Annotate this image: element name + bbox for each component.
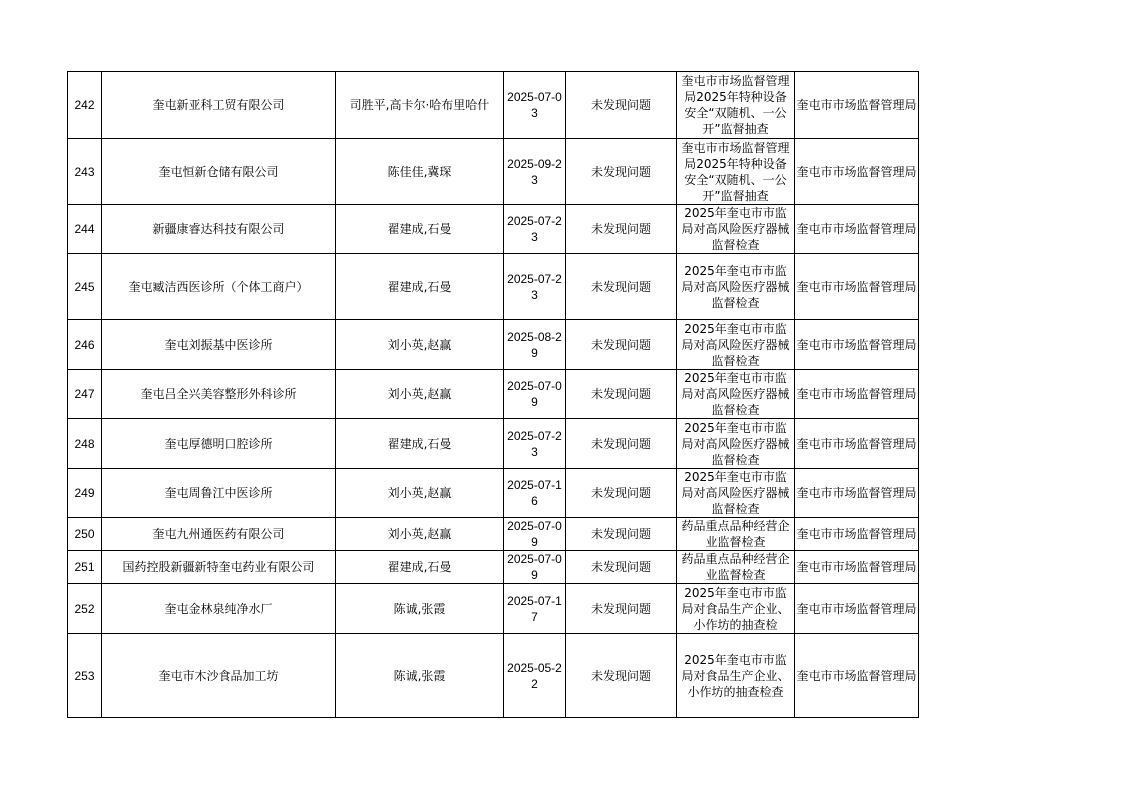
org-text: 奎屯市市场监督管理局 — [796, 560, 917, 574]
inspection-date — [504, 72, 566, 139]
date-text: 2025-05-22 — [507, 660, 562, 691]
entity-name: 奎屯市木沙食品加工坊 — [102, 634, 336, 718]
inspection-date — [504, 370, 566, 419]
table-row — [68, 469, 919, 518]
inspection-result: 未发现问题 — [566, 72, 677, 139]
table-row — [68, 205, 919, 254]
date-text: 2025-07-09 — [507, 519, 562, 549]
content-text: 药品重点品种经营企业监督检查 — [681, 552, 790, 582]
row-number: 246 — [68, 320, 102, 370]
inspection-date — [504, 634, 566, 718]
inspectors: 刘小英,赵赢 — [336, 320, 504, 370]
org-text: 奎屯市市场监督管理局 — [796, 164, 917, 179]
inspection-date — [504, 518, 566, 551]
inspection-date — [504, 419, 566, 469]
inspecting-authority — [795, 370, 919, 419]
date-text: 2025-07-03 — [507, 90, 562, 120]
entity-name: 奎屯恒新仓储有限公司 — [102, 139, 336, 205]
inspection-result: 未发现问题 — [566, 551, 677, 584]
table-row — [68, 518, 919, 551]
inspectors: 刘小英,赵赢 — [336, 518, 504, 551]
content-text: 2025年奎屯市市监局对高风险医疗器械监督检查 — [681, 371, 790, 417]
inspectors: 翟建成,石曼 — [336, 551, 504, 584]
inspection-date — [504, 320, 566, 370]
inspectors: 陈佳佳,冀琛 — [336, 139, 504, 205]
row-number: 248 — [68, 419, 102, 469]
date-text: 2025-08-29 — [507, 329, 562, 360]
org-text: 奎屯市市场监督管理局 — [796, 98, 917, 112]
inspection-content — [677, 419, 795, 469]
org-text: 奎屯市市场监督管理局 — [796, 668, 917, 683]
table-row — [68, 551, 919, 584]
inspection-result: 未发现问题 — [566, 419, 677, 469]
content-text: 2025年奎屯市市监局对高风险医疗器械监督检查 — [681, 206, 790, 252]
row-number: 247 — [68, 370, 102, 419]
inspection-result: 未发现问题 — [566, 254, 677, 320]
inspecting-authority — [795, 72, 919, 139]
table-row — [68, 139, 919, 205]
org-text: 奎屯市市场监督管理局 — [796, 436, 917, 451]
inspection-result: 未发现问题 — [566, 469, 677, 518]
inspecting-authority — [795, 469, 919, 518]
date-text: 2025-07-09 — [507, 552, 562, 582]
inspection-date — [504, 139, 566, 205]
entity-name: 奎屯金林泉纯净水厂 — [102, 584, 336, 634]
inspection-result: 未发现问题 — [566, 205, 677, 254]
inspection-result: 未发现问题 — [566, 584, 677, 634]
inspection-date — [504, 469, 566, 518]
inspecting-authority — [795, 518, 919, 551]
org-text: 奎屯市市场监督管理局 — [796, 601, 917, 616]
entity-name: 国药控股新疆新特奎屯药业有限公司 — [102, 551, 336, 584]
inspecting-authority — [795, 139, 919, 205]
inspecting-authority — [795, 419, 919, 469]
row-number: 250 — [68, 518, 102, 551]
inspection-content — [677, 551, 795, 584]
org-text: 奎屯市市场监督管理局 — [796, 222, 917, 236]
inspectors: 刘小英,赵赢 — [336, 469, 504, 518]
inspectors: 陈诚,张霞 — [336, 584, 504, 634]
content-text: 2025年奎屯市市监局对高风险医疗器械监督检查 — [681, 321, 790, 368]
inspection-content — [677, 370, 795, 419]
inspection-results-table — [67, 71, 919, 718]
inspection-content — [677, 139, 795, 205]
inspection-content — [677, 584, 795, 634]
table-row — [68, 72, 919, 139]
table-row — [68, 254, 919, 320]
row-number: 245 — [68, 254, 102, 320]
date-text: 2025-07-17 — [507, 593, 562, 624]
content-text: 奎屯市市场监督管理局2025年特种设备安全“双随机、一公开”监督抽查 — [681, 74, 790, 136]
content-text: 2025年奎屯市市监局对食品生产企业、小作坊的抽查检查 — [681, 652, 790, 699]
inspectors: 翟建成,石曼 — [336, 254, 504, 320]
inspection-date — [504, 551, 566, 584]
inspection-result: 未发现问题 — [566, 518, 677, 551]
table-row — [68, 419, 919, 469]
entity-name: 奎屯臧洁西医诊所（个体工商户） — [102, 254, 336, 320]
inspection-date — [504, 205, 566, 254]
row-number: 244 — [68, 205, 102, 254]
inspection-content — [677, 254, 795, 320]
table-row — [68, 634, 919, 718]
inspection-result: 未发现问题 — [566, 320, 677, 370]
inspection-content — [677, 518, 795, 551]
org-text: 奎屯市市场监督管理局 — [796, 527, 917, 541]
row-number: 242 — [68, 72, 102, 139]
entity-name: 奎屯刘振基中医诊所 — [102, 320, 336, 370]
row-number: 253 — [68, 634, 102, 718]
content-text: 2025年奎屯市市监局对高风险医疗器械监督检查 — [681, 420, 790, 467]
inspectors: 陈诚,张霞 — [336, 634, 504, 718]
inspectors: 翟建成,石曼 — [336, 205, 504, 254]
table-body — [68, 72, 919, 718]
row-number: 249 — [68, 469, 102, 518]
inspecting-authority — [795, 320, 919, 370]
date-text: 2025-07-09 — [507, 379, 562, 409]
date-text: 2025-07-23 — [507, 428, 562, 459]
entity-name: 奎屯厚德明口腔诊所 — [102, 419, 336, 469]
date-text: 2025-07-16 — [507, 478, 562, 508]
inspecting-authority — [795, 205, 919, 254]
table-row — [68, 320, 919, 370]
inspection-content — [677, 634, 795, 718]
row-number: 252 — [68, 584, 102, 634]
org-text: 奎屯市市场监督管理局 — [796, 387, 917, 401]
inspection-result: 未发现问题 — [566, 139, 677, 205]
content-text: 2025年奎屯市市监局对食品生产企业、小作坊的抽查检 — [681, 585, 790, 632]
inspectors: 刘小英,赵赢 — [336, 370, 504, 419]
entity-name: 奎屯新亚科工贸有限公司 — [102, 72, 336, 139]
inspectors: 司胜平,高卡尔·哈布里哈什 — [336, 72, 504, 139]
inspecting-authority — [795, 634, 919, 718]
entity-name: 奎屯周鲁江中医诊所 — [102, 469, 336, 518]
row-number: 251 — [68, 551, 102, 584]
date-text: 2025-07-23 — [507, 214, 562, 244]
inspecting-authority — [795, 584, 919, 634]
org-text: 奎屯市市场监督管理局 — [796, 279, 917, 294]
date-text: 2025-07-23 — [507, 271, 562, 302]
table-row — [68, 370, 919, 419]
date-text: 2025-09-23 — [507, 156, 562, 187]
content-text: 2025年奎屯市市监局对高风险医疗器械监督检查 — [681, 470, 790, 516]
inspection-content — [677, 205, 795, 254]
inspection-content — [677, 469, 795, 518]
table-row — [68, 584, 919, 634]
inspection-content — [677, 320, 795, 370]
content-text: 2025年奎屯市市监局对高风险医疗器械监督检查 — [681, 263, 790, 310]
inspection-date — [504, 584, 566, 634]
inspectors: 翟建成,石曼 — [336, 419, 504, 469]
org-text: 奎屯市市场监督管理局 — [796, 337, 917, 352]
content-text: 药品重点品种经营企业监督检查 — [681, 519, 790, 549]
inspection-result: 未发现问题 — [566, 370, 677, 419]
row-number: 243 — [68, 139, 102, 205]
inspection-content — [677, 72, 795, 139]
content-text: 奎屯市市场监督管理局2025年特种设备安全“双随机、一公开”监督抽查 — [681, 140, 790, 203]
entity-name: 新疆康睿达科技有限公司 — [102, 205, 336, 254]
entity-name: 奎屯吕全兴美容整形外科诊所 — [102, 370, 336, 419]
inspecting-authority — [795, 551, 919, 584]
inspection-date — [504, 254, 566, 320]
inspection-result: 未发现问题 — [566, 634, 677, 718]
org-text: 奎屯市市场监督管理局 — [796, 486, 917, 500]
entity-name: 奎屯九州通医药有限公司 — [102, 518, 336, 551]
inspecting-authority — [795, 254, 919, 320]
